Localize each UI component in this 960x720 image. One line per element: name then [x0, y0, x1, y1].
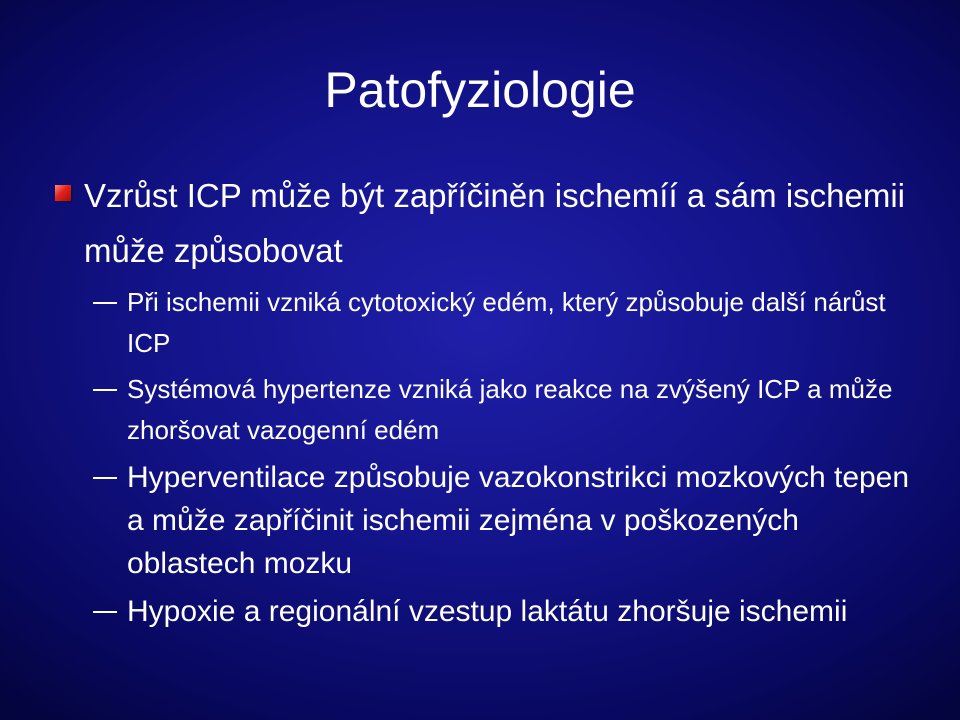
sub-bullet-text: Systémová hypertenze vzniká jako reakce na zvýšený ICP a může zhoršovat vazogenní edém — [127, 374, 893, 445]
dash-icon — [93, 611, 117, 613]
bullet-square-icon — [55, 185, 71, 201]
sub-bullet-item — [127, 590, 927, 633]
sub-bullet-text: Hypoxie a regionální vzestup laktátu zhoršuje ischemii — [127, 595, 848, 628]
main-bullet-text: Vzrůst ICP může být zapříčiněn ischemíí a sám ischemii může způsobovat — [84, 177, 906, 269]
dash-icon — [93, 477, 117, 479]
dash-icon — [93, 389, 117, 391]
dash-icon — [93, 302, 117, 304]
sub-bullet-text: Při ischemii vzniká cytotoxický edém, který způsobuje další nárůst ICP — [127, 287, 886, 358]
sub-bullet-text: Hyperventilace způsobuje vazokonstrikci mozkových tepen a může zapříčinit ischemii zejména v poškozených oblastech mozku — [127, 461, 910, 580]
slide-title: Patofyziologie — [324, 62, 636, 118]
sub-bullet-list — [0, 282, 960, 638]
sub-bullet-item — [127, 456, 927, 585]
sub-bullet-item — [127, 282, 927, 364]
sub-bullet-item — [127, 369, 927, 451]
